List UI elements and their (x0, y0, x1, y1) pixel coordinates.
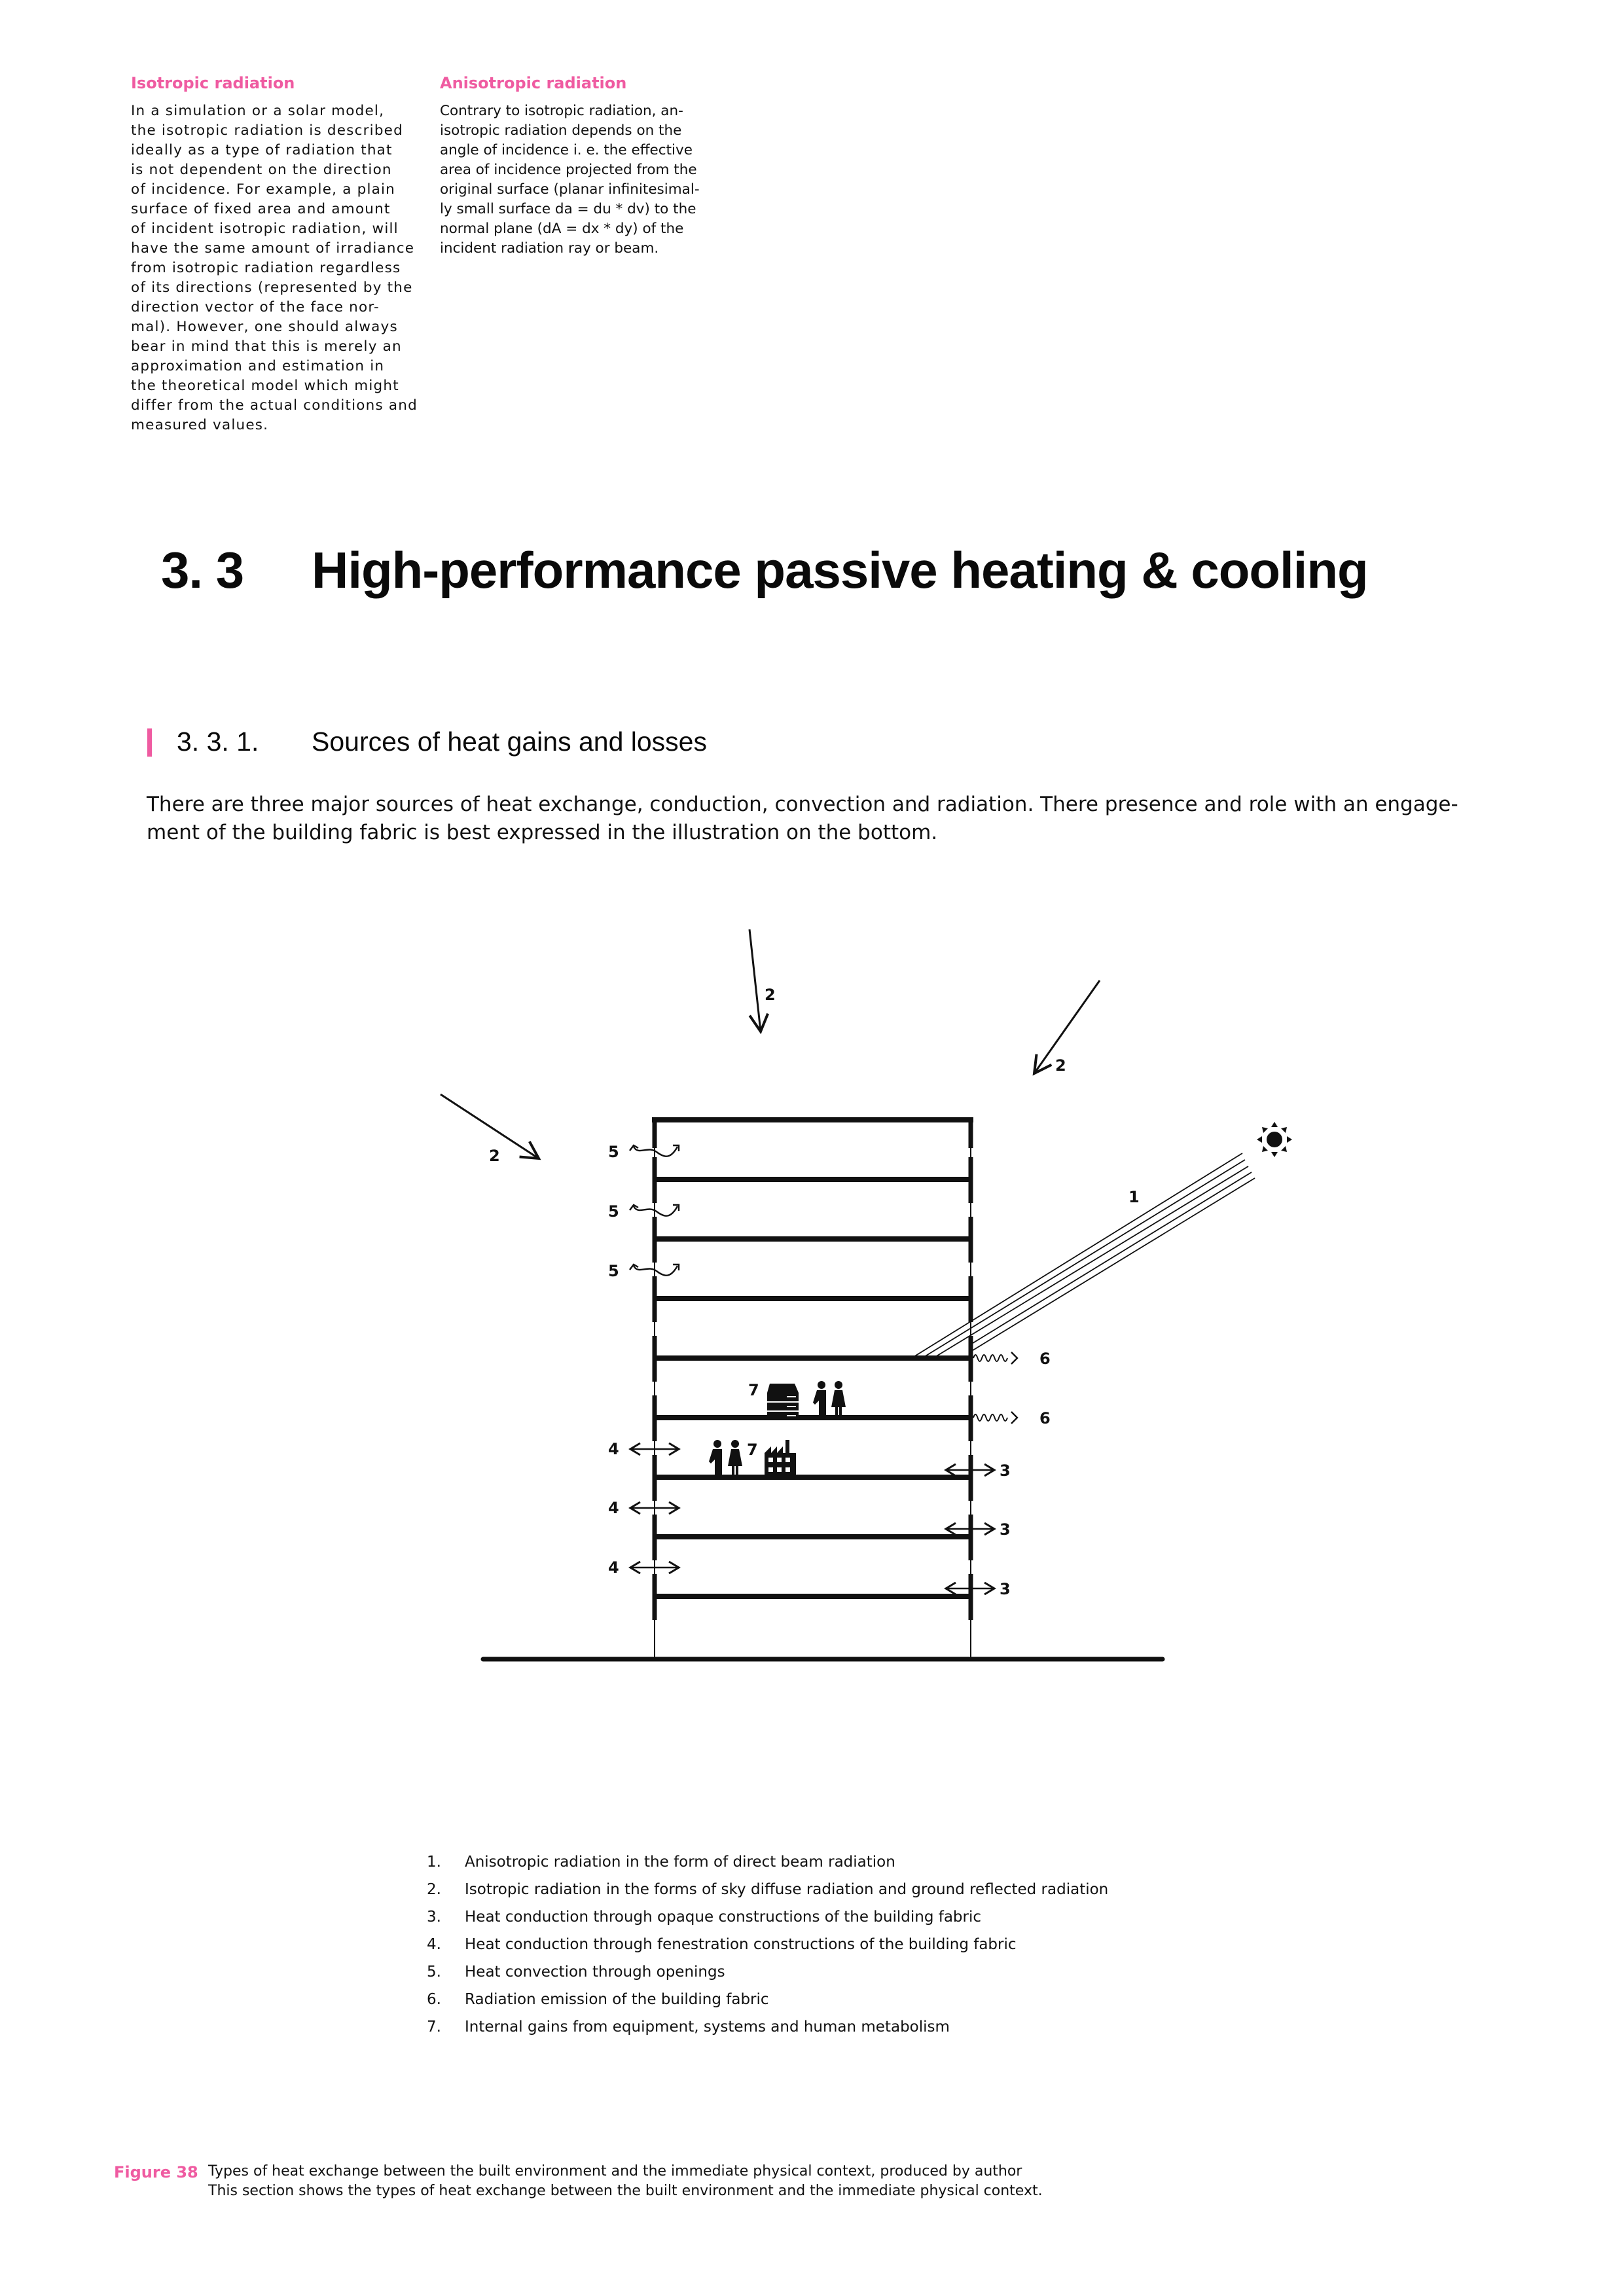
legend-number: 2. (427, 1881, 441, 1898)
note-line: ideally as a type of radiation that (131, 142, 393, 158)
arrowhead (1011, 1412, 1017, 1424)
label-4: 4 (608, 1499, 619, 1517)
legend-text: Internal gains from equipment, systems and human metabolism (465, 2018, 950, 2036)
note-line: normal plane (dA = dx * dy) of the (440, 221, 684, 237)
note-line: measured values. (131, 417, 269, 433)
convection-arrow (634, 1206, 677, 1216)
note-line: ly small surface da = du * dv) to the (440, 201, 696, 217)
emission-wave (973, 1414, 1007, 1421)
note-line: original surface (planar infinitesimal- (440, 181, 700, 198)
intro-line: There are three major sources of heat exchange, conduction, convection and radiation. There presence and role with an engage- (147, 793, 1458, 816)
note-line: is not dependent on the direction (131, 162, 392, 178)
sun-icon (1257, 1122, 1292, 1157)
note-line: approximation and estimation in (131, 358, 385, 374)
note-line: of incident isotropic radiation, will (131, 221, 399, 237)
note-line: Contrary to isotropic radiation, an- (440, 103, 683, 119)
label-7-lower: 7 (747, 1441, 758, 1459)
isotropic-arrow-top (749, 929, 761, 1031)
legend-text: Radiation emission of the building fabric (465, 1991, 769, 2008)
note-line: In a simulation or a solar model, (131, 103, 385, 119)
emission-arrows (973, 1350, 1051, 1427)
figure-caption (208, 2162, 1043, 2201)
man-icon (813, 1381, 826, 1420)
note-line: surface of fixed area and amount (131, 201, 391, 217)
isotropic-arrow-upper-right (1034, 980, 1100, 1073)
note-line: incident radiation ray or beam. (440, 240, 659, 257)
label-7-upper: 7 (748, 1381, 759, 1399)
label-3: 3 (1000, 1462, 1011, 1480)
convection-arrow (634, 1147, 677, 1157)
note-line: mal). However, one should always (131, 319, 398, 335)
emission-wave (973, 1355, 1007, 1361)
note-line: differ from the actual conditions and (131, 397, 418, 414)
legend-text: Isotropic radiation in the forms of sky diffuse radiation and ground reflected radiation (465, 1881, 1109, 1898)
note-line: bear in mind that this is merely an (131, 338, 402, 355)
legend-text: Heat conduction through opaque constructions of the building fabric (465, 1909, 982, 1926)
anisotropic-heading: Anisotropic radiation (440, 74, 627, 92)
legend-text: Heat conduction through fenestration constructions of the building fabric (465, 1936, 1017, 1953)
woman-icon (831, 1381, 846, 1420)
note-line: angle of incidence i. e. the effective (440, 142, 693, 158)
note-line: of its directions (represented by the (131, 279, 413, 296)
figure-label: Figure 38 (114, 2163, 198, 2181)
arrowhead (1011, 1352, 1017, 1364)
label-6: 6 (1039, 1409, 1051, 1427)
legend-text: Heat convection through openings (465, 1964, 725, 1981)
label-4: 4 (608, 1440, 619, 1458)
note-line: isotropic radiation depends on the (440, 122, 682, 139)
label-6: 6 (1039, 1350, 1051, 1368)
isotropic-heading: Isotropic radiation (131, 74, 295, 92)
figure-caption-description: This section shows the types of heat exchange between the built environment and the immediate physical context. (208, 2183, 1043, 2199)
label-5: 5 (608, 1202, 619, 1221)
label-5: 5 (608, 1262, 619, 1280)
legend-list (427, 1854, 1212, 2050)
legend-number: 3. (427, 1909, 441, 1926)
direct-beam (911, 1153, 1255, 1359)
convection-arrow (634, 1266, 677, 1276)
internal-gains-lower (709, 1440, 796, 1479)
note-line: area of incidence projected from the (440, 162, 697, 178)
label-2-top: 2 (765, 986, 776, 1004)
legend-number: 6. (427, 1991, 441, 2008)
note-line: the theoretical model which might (131, 378, 399, 394)
section-number: 3. 3 (161, 541, 244, 599)
label-4: 4 (608, 1558, 619, 1577)
label-2-left: 2 (489, 1147, 500, 1165)
label-5: 5 (608, 1143, 619, 1161)
server-rack-icon (767, 1384, 799, 1420)
note-line: have the same amount of irradiance (131, 240, 415, 257)
figure-caption-title: Types of heat exchange between the built environment and the immediate physical context, produced by author (208, 2163, 1022, 2179)
conduction-arrows (608, 1440, 1011, 1598)
intro-line: ment of the building fabric is best expressed in the illustration on the bottom. (147, 821, 938, 844)
legend-number: 4. (427, 1936, 441, 1953)
subsection-title: Sources of heat gains and losses (312, 726, 707, 757)
legend-number: 1. (427, 1854, 441, 1871)
note-line: of incidence. For example, a plain (131, 181, 396, 198)
label-3: 3 (1000, 1580, 1011, 1598)
section-title: High-performance passive heating & cooling (312, 541, 1368, 599)
legend-number: 7. (427, 2018, 441, 2036)
convection-arrows (608, 1143, 679, 1280)
building-section (483, 1120, 1163, 1659)
legend-text: Anisotropic radiation in the form of direct beam radiation (465, 1854, 895, 1871)
legend-number: 5. (427, 1964, 441, 1981)
note-line: the isotropic radiation is described (131, 122, 403, 139)
isotropic-arrows (441, 929, 1100, 1165)
label-3: 3 (1000, 1520, 1011, 1539)
factory-icon (765, 1440, 796, 1479)
woman-icon (728, 1440, 742, 1479)
subsection-number: 3. 3. 1. (177, 726, 259, 757)
note-line: direction vector of the face nor- (131, 299, 380, 315)
label-2-right: 2 (1055, 1056, 1066, 1075)
internal-gains-upper (748, 1381, 846, 1420)
man-icon (709, 1440, 722, 1479)
note-line: from isotropic radiation regardless (131, 260, 401, 276)
label-1: 1 (1128, 1188, 1140, 1206)
